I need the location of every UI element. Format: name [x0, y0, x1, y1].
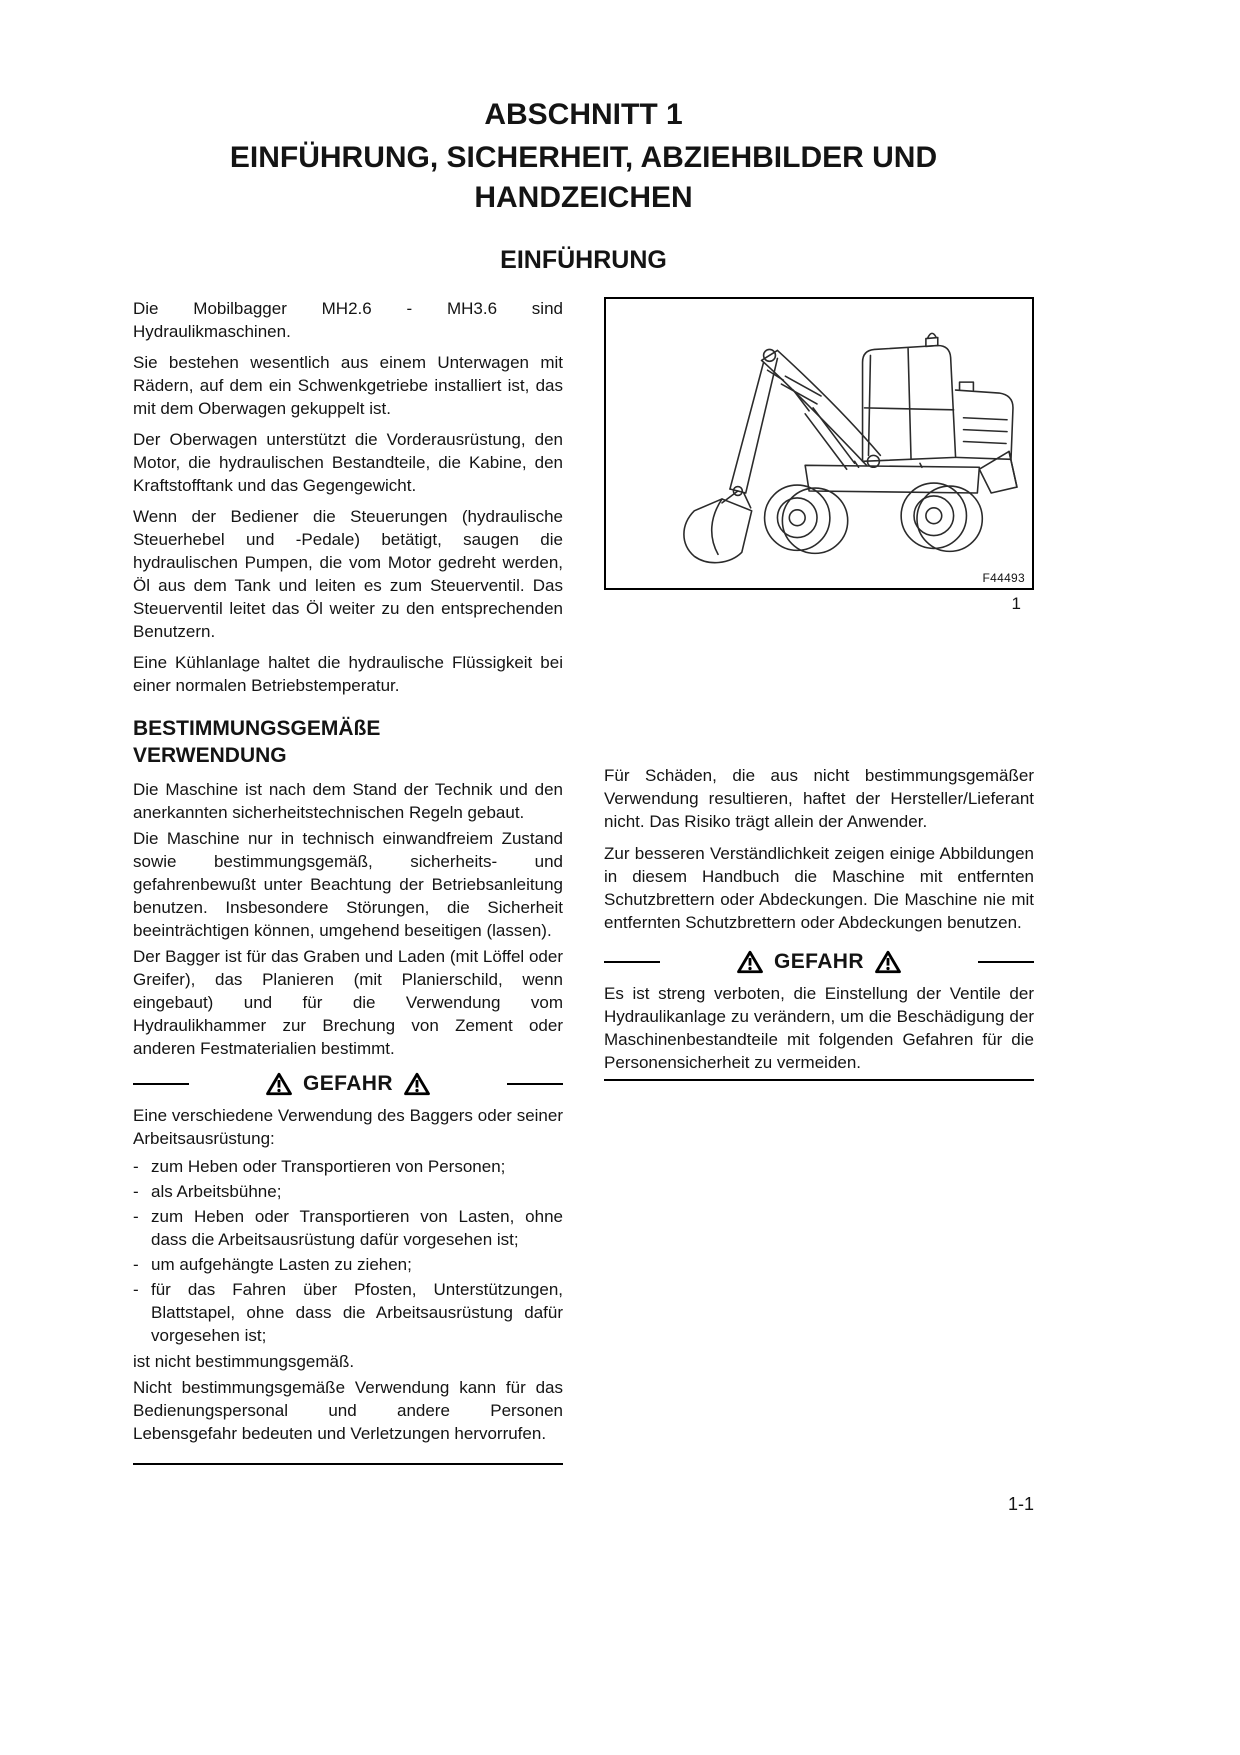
intended-use-heading: BESTIMMUNGSGEMÄßE VERWENDUNG [133, 717, 381, 767]
section-title: ABSCHNITT 1 [484, 98, 683, 131]
list-item-text: für das Fahren über Pfosten, Unterstützungen, Blattstapel, ohne dass die Arbeitsausrüstung dafür vorgesehen ist; [151, 1280, 563, 1345]
list-item [133, 1278, 563, 1347]
danger-rule-left [604, 961, 660, 963]
warning-triangle-icon [404, 1072, 430, 1096]
danger-label: GEFAHR [774, 950, 864, 973]
intro-heading: EINFÜHRUNG [500, 246, 667, 274]
danger-intro: Eine verschiedene Verwendung des Baggers oder seiner Arbeitsausrüstung: [133, 1106, 563, 1148]
figure-frame [604, 297, 1034, 590]
danger-rule-right [507, 1083, 563, 1085]
intended-use-paragraph: Der Bagger ist für das Graben und Laden (mit Löffel oder Greifer), das Planieren (mit Planierschild, wenn eingebaut) und für die Verwendung vom Hydraulikhammer zur Brechung von Zement oder anderen Festmaterialien bestimmt. [133, 947, 563, 1058]
list-item [133, 1253, 563, 1276]
danger-list [133, 1155, 563, 1347]
intro-paragraph: Sie bestehen wesentlich aus einem Unterwagen mit Rädern, auf dem ein Schwenkgetriebe installiert ist, das mit dem Oberwagen gekuppelt ist. [133, 353, 563, 418]
list-item [133, 1180, 563, 1203]
danger-heading [133, 1072, 563, 1096]
list-item [133, 1205, 563, 1251]
list-marker: - [133, 1280, 139, 1299]
intended-use-paragraph: Die Maschine ist nach dem Stand der Technik und den anerkannten sicherheitstechnischen Regeln gebaut. [133, 780, 563, 822]
danger-text: Es ist streng verboten, die Einstellung der Ventile der Hydraulikanlage zu verändern, um die Beschädigung der Maschinenbestandteile mit folgenden Gefahren für die Personensicherheit zu vermeiden. [604, 984, 1034, 1072]
page-number: 1-1 [1007, 1494, 1034, 1514]
figure-number: 1 [1011, 594, 1021, 613]
warning-triangle-icon [875, 950, 901, 974]
list-marker: - [133, 1182, 139, 1201]
list-item-text: zum Heben oder Transportieren von Lasten, ohne dass die Arbeitsausrüstung dafür vorgesehen ist; [151, 1207, 563, 1249]
right-paragraph: Für Schäden, die aus nicht bestimmungsgemäßer Verwendung resultieren, haftet der Hersteller/Lieferant nicht. Das Risiko trägt allein der Anwender. [604, 766, 1034, 831]
list-marker: - [133, 1157, 139, 1176]
section-subtitle: EINFÜHRUNG, SICHERHEIT, ABZIEHBILDER UND HANDZEICHEN [229, 141, 938, 214]
list-marker: - [133, 1207, 139, 1226]
figure-code: F44493 [982, 571, 1025, 585]
intro-paragraph: Eine Kühlanlage haltet die hydraulische Flüssigkeit bei einer normalen Betriebstemperatur. [133, 653, 563, 695]
right-text-block [604, 764, 1034, 1081]
danger-label: GEFAHR [303, 1072, 393, 1095]
list-item [133, 1155, 563, 1178]
danger-rule-left [133, 1083, 189, 1085]
left-column [133, 297, 563, 1465]
page-header [133, 96, 1034, 275]
danger-title-group [660, 950, 978, 974]
danger-conclusion: ist nicht bestimmungsgemäß. [133, 1352, 355, 1371]
page-content [133, 0, 1034, 1514]
danger-title-group [189, 1072, 507, 1096]
intro-paragraph: Der Oberwagen unterstützt die Vorderausrüstung, den Motor, die hydraulischen Bestandteile, die Kabine, den Kraftstofftank und das Gegengewicht. [133, 430, 563, 495]
danger-closing-rule [133, 1463, 563, 1465]
right-paragraph: Zur besseren Verständlichkeit zeigen einige Abbildungen in diesem Handbuch die Maschine mit entfernten Schutzbrettern oder Abdeckungen. Die Maschine nie mit entfernten Schutzbrettern oder Abdeckungen benutzen. [604, 844, 1034, 932]
list-marker: - [133, 1255, 139, 1274]
list-item-text: zum Heben oder Transportieren von Personen; [151, 1157, 506, 1176]
warning-triangle-icon [266, 1072, 292, 1096]
danger-warning: Nicht bestimmungsgemäße Verwendung kann für das Bedienungspersonal und andere Personen Lebensgefahr bedeuten und Verletzungen hervorrufen. [133, 1378, 563, 1443]
intro-paragraph: Die Mobilbagger MH2.6 - MH3.6 sind Hydraulikmaschinen. [133, 299, 563, 341]
warning-triangle-icon [737, 950, 763, 974]
content-columns [133, 297, 1034, 1465]
list-item-text: als Arbeitsbühne; [151, 1182, 282, 1201]
excavator-line-drawing [606, 299, 1032, 588]
intro-paragraph: Wenn der Bediener die Steuerungen (hydraulische Steuerhebel und -Pedale) betätigt, saugen die hydraulischen Pumpen, die vom Motor gedreht werden, Öl aus dem Tank und leiten es zum Steuerventil. Das Steuerventil leitet das Öl weiter zu den entsprechenden Benutzern. [133, 507, 563, 641]
danger-rule-right [978, 961, 1034, 963]
intended-use-paragraph: Die Maschine nur in technisch einwandfreiem Zustand sowie bestimmungsgemäß, sicherheits- und gefahrenbewußt unter Beachtung der Betriebsanleitung benutzen. Insbesondere Störungen, die Sicherheit beeinträchtigen können, umgehend beseitigen (lassen). [133, 829, 563, 940]
danger-closing-rule [604, 1079, 1034, 1081]
danger-heading [604, 950, 1034, 974]
list-item-text: um aufgehängte Lasten zu ziehen; [151, 1255, 412, 1274]
right-column [604, 297, 1034, 1465]
